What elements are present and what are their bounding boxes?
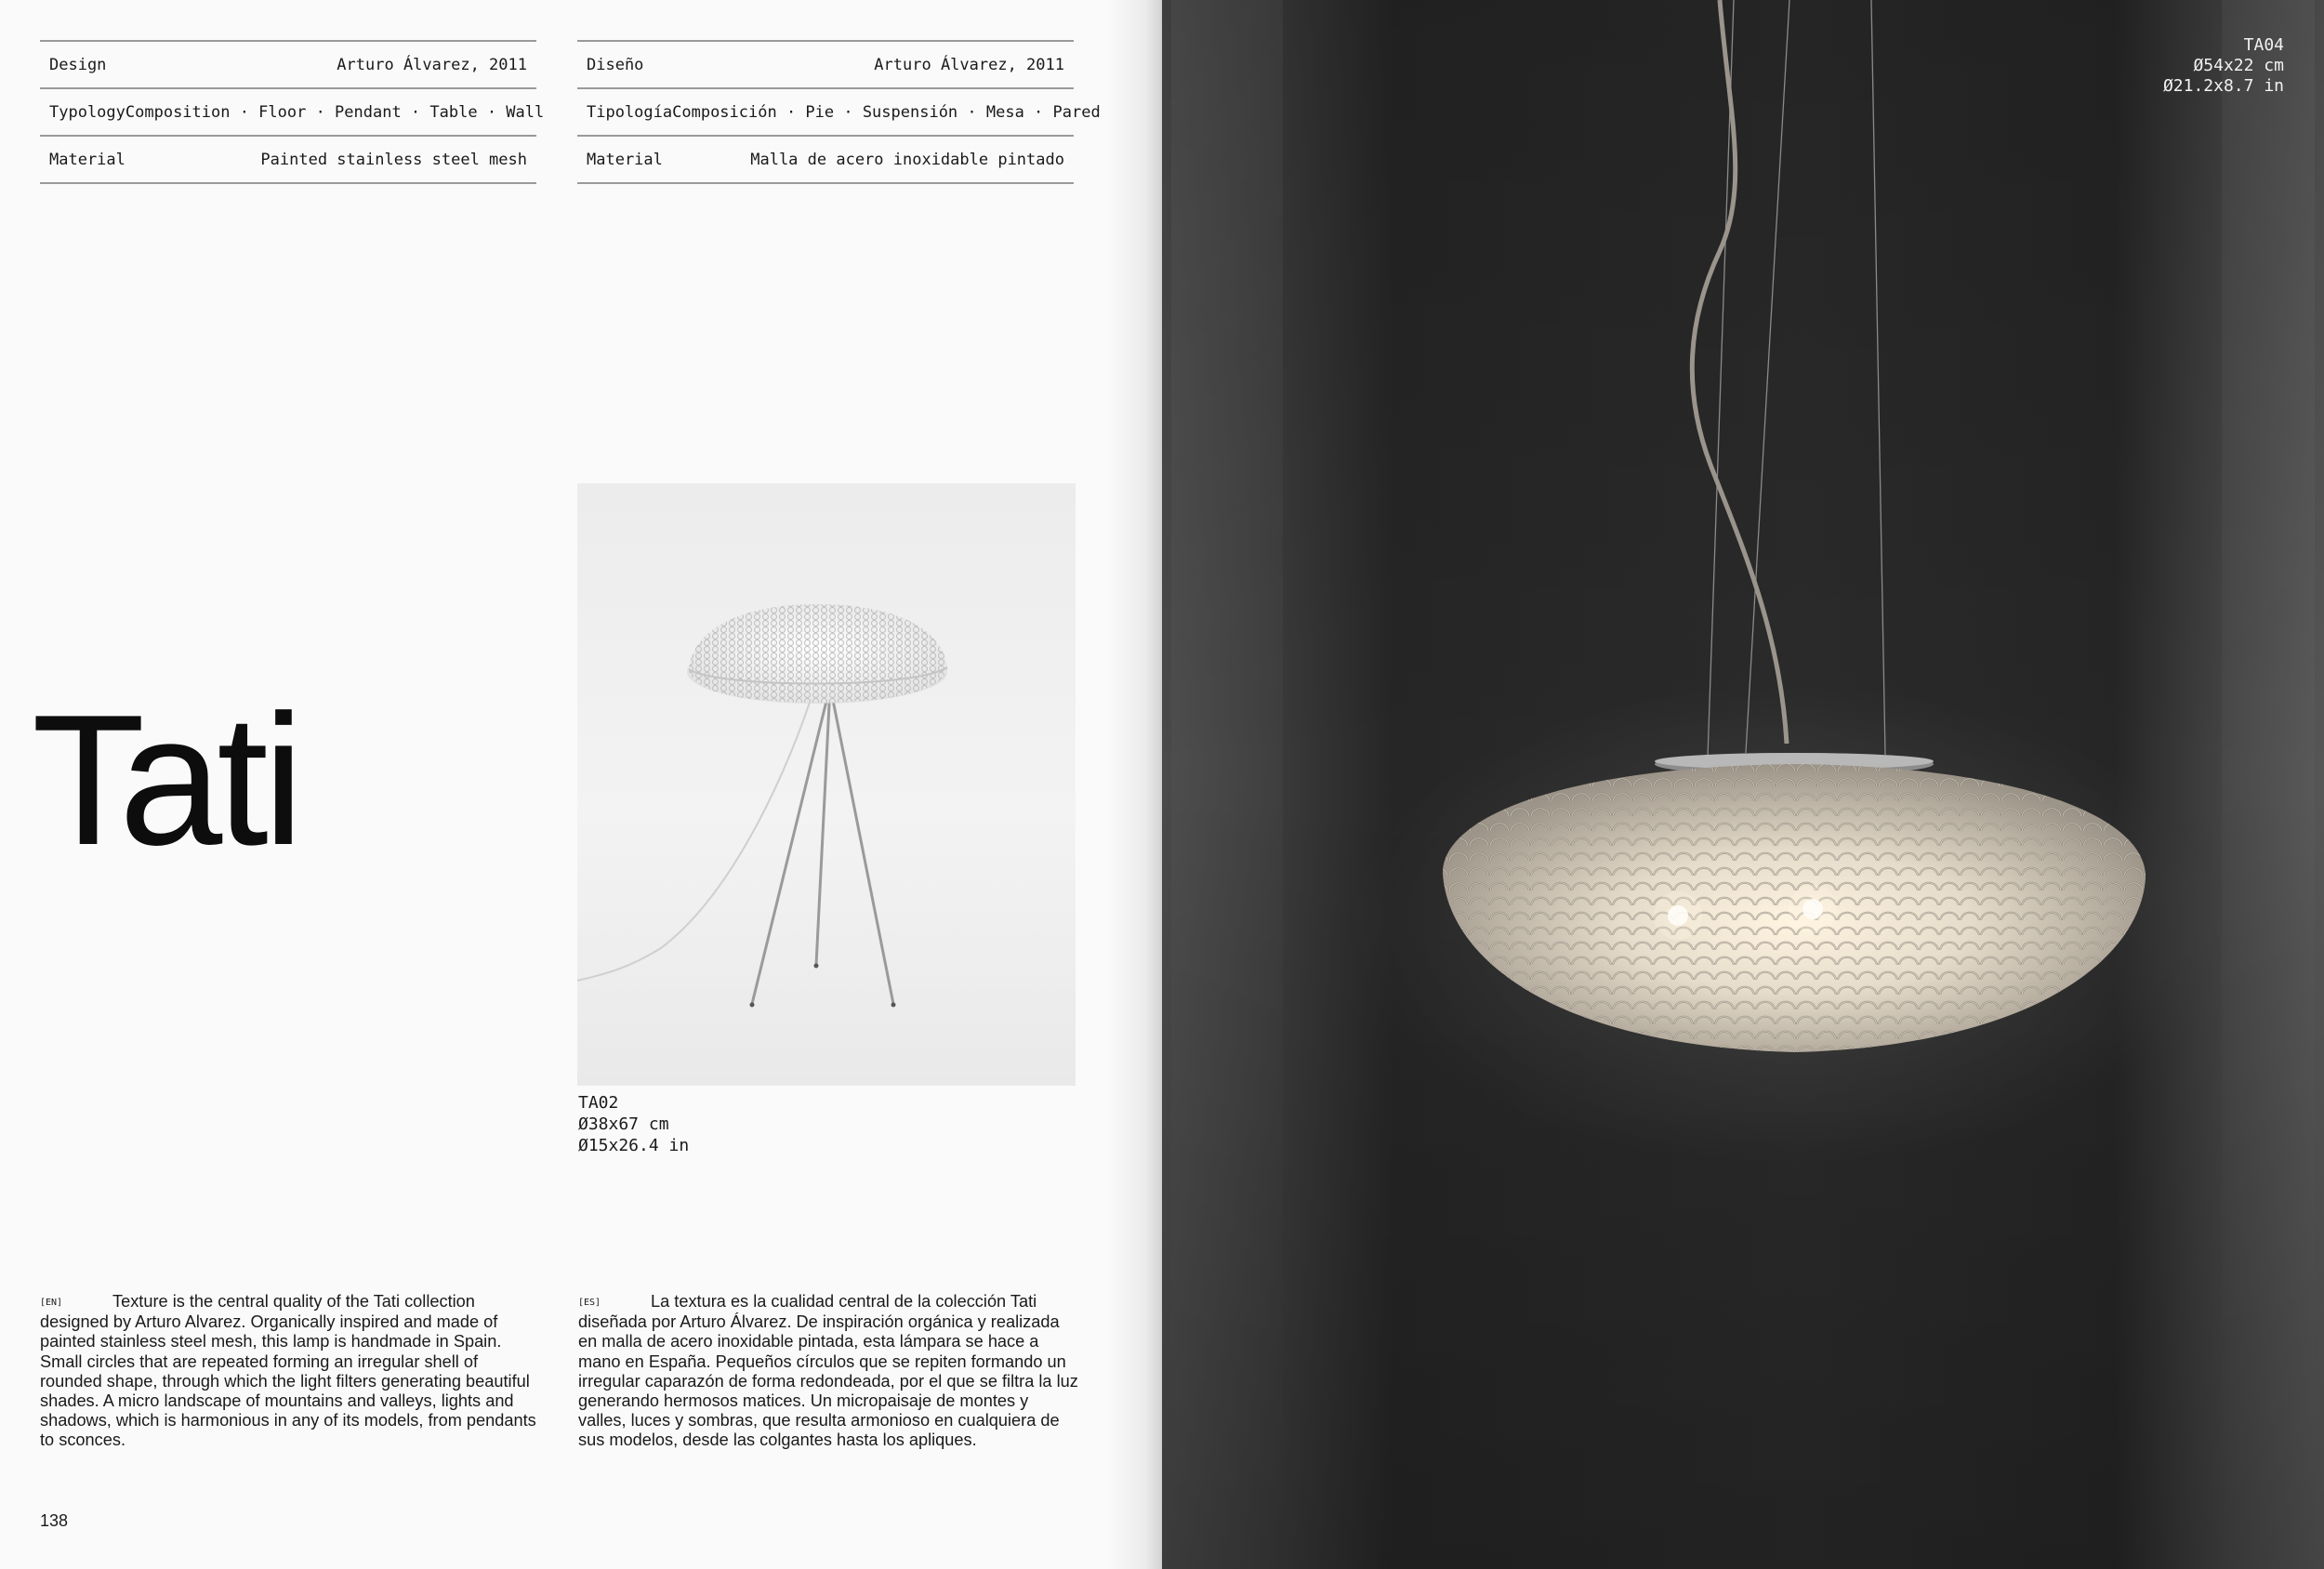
size-imperial: Ø21.2x8.7 in	[2162, 76, 2284, 96]
spec-row-material	[40, 135, 536, 184]
spec-label: Typology	[49, 102, 125, 122]
spec-value: Malla de acero inoxidable pintado	[750, 150, 1064, 169]
spec-table-english	[40, 40, 545, 184]
size-metric: Ø38x67 cm	[578, 1114, 669, 1134]
language-tag: [EN]	[40, 1298, 63, 1308]
product-code: TA04	[2243, 35, 2284, 55]
spec-value: Composition · Floor · Pendant · Table · Wall	[125, 102, 545, 122]
collection-title: Tati	[32, 677, 299, 884]
spec-label: Tipología	[587, 102, 673, 122]
spec-table-spanish	[577, 40, 1101, 184]
spec-row-diseno	[577, 40, 1074, 87]
language-tag: [ES]	[578, 1298, 601, 1308]
spec-value: Composición · Pie · Suspensión · Mesa · Pared	[672, 102, 1101, 122]
spec-row-material-es	[577, 135, 1074, 184]
product-code: TA02	[578, 1093, 619, 1113]
spec-label: Material	[49, 150, 125, 169]
pendant-lamp-photo	[1162, 0, 2324, 1569]
floor-lamp-photo	[577, 483, 1076, 1086]
size-metric: Ø54x22 cm	[2193, 56, 2284, 75]
page-number: 138	[40, 1511, 69, 1530]
size-imperial: Ø15x26.4 in	[578, 1136, 690, 1155]
spec-row-design	[40, 40, 536, 87]
spec-label: Diseño	[587, 55, 644, 74]
description-body: Texture is the central quality of the Tati collection designed by Arturo Alvarez. Organically inspired and made of painted stainless steel mesh, this lamp is handmade in Spain. Small circles that are repeated forming an irregular shell of rounded shape, through which the light filters generating beautiful shades. A micro landscape of mountains and valleys, lights and shadows, which is harmonious in any of its models, from pendants to sconces.	[40, 1292, 536, 1450]
spec-label: Design	[49, 55, 107, 74]
spec-value: Arturo Álvarez, 2011	[874, 55, 1064, 74]
gutter-shadow	[1106, 0, 1162, 1569]
spec-value: Arturo Álvarez, 2011	[337, 55, 527, 74]
spec-row-typology	[40, 87, 545, 135]
description-english	[40, 1292, 542, 1451]
pendant-lamp-caption	[2163, 35, 2284, 97]
description-spanish	[578, 1292, 1080, 1451]
right-page-photo	[1162, 0, 2324, 1569]
spec-label: Material	[587, 150, 663, 169]
spec-row-tipologia	[577, 87, 1101, 135]
floor-lamp-caption	[578, 1092, 689, 1156]
spec-value: Painted stainless steel mesh	[260, 150, 527, 169]
description-body: La textura es la cualidad central de la colección Tati diseñada por Arturo Álvarez. De inspiración orgánica y realizada en malla de acero inoxidable pintada, esta lámpara se hace a mano en España. Pequeños círculos que se repiten formando un irregular caparazón de forma redondeada, por el que se filtra la luz generando hermosos matices. Un micropaisaje de montes y valles, luces y sombras, que resulta armonioso en cualquiera de sus modelos, desde las colgantes hasta los apliques.	[578, 1292, 1078, 1450]
